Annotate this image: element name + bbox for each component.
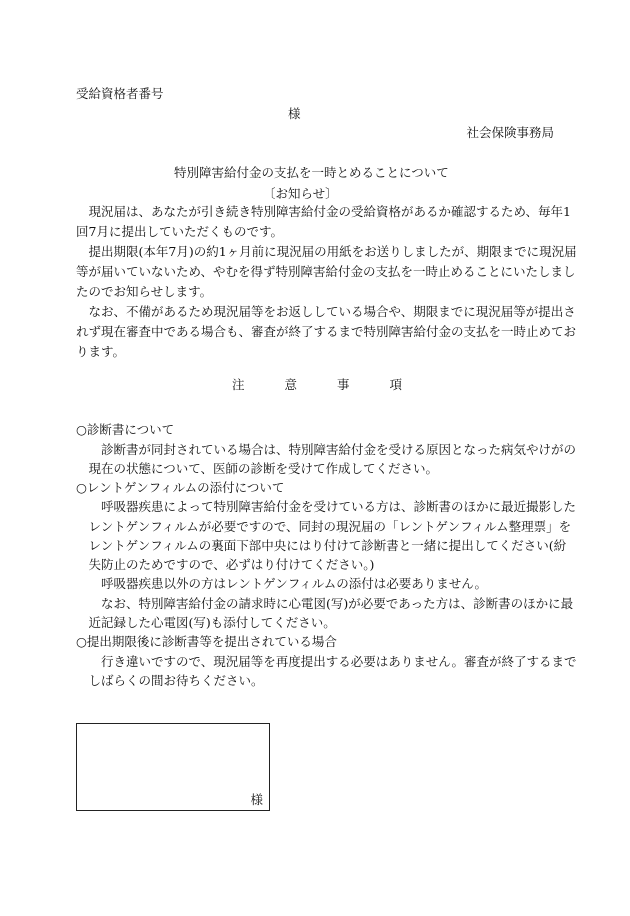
notes-line: しばらくの間お待ちください。	[76, 673, 264, 688]
notes-heading-char: 項	[389, 377, 402, 392]
notice-line: 提出期限(本年7月)の約1ヶ月前に現況届の用紙をお送りしましたが、期限までに現況届	[76, 244, 577, 259]
notes-heading-char: 事	[336, 377, 350, 392]
notes-line: 近記録した心電図(写)も添付してください。	[76, 615, 336, 630]
notes-line: 呼吸器疾患によって特別障害給付金を受けている方は、診断書のほかに最近撮影した	[76, 499, 577, 514]
notes-line: なお、特別障害給付金の請求時に心電図(写)が必要であった方は、診断書のほかに最	[76, 596, 574, 611]
address-box	[76, 723, 270, 811]
notes-section-diagnosis: ○診断書について	[76, 422, 175, 437]
notes-line: レントゲンフィルムが必要ですので、同封の現況届の「レントゲンフィルム整理票」を	[76, 519, 572, 534]
recipient-honorific: 様	[288, 106, 301, 121]
sender-office: 社会保険事務局	[466, 125, 554, 140]
notice-subtitle: 〔お知らせ〕	[263, 186, 338, 201]
notes-line: 診断書が同封されている場合は、特別障害給付金を受ける原因となった病気やけがの	[76, 442, 577, 457]
notes-heading	[232, 375, 402, 393]
notes-line: 現在の状態について、医師の診断を受けて作成してください。	[76, 461, 439, 476]
notes-line: 行き違いですので、現況届等を再度提出する必要はありません。審査が終了するまで	[76, 654, 577, 669]
notice-line: 回7月に提出していただくものです。	[76, 224, 283, 239]
notice-line: れず現在審査中である場合も、審査が終了するまで特別障害給付金の支払を一時止めてお	[76, 324, 577, 339]
notes-section-xray: ○レントゲンフィルムの添付について	[76, 480, 285, 495]
notes-line: 失防止のためですので、必ずはり付けてください。)	[76, 557, 375, 572]
notes-line: 呼吸器疾患以外の方はレントゲンフィルムの添付は必要ありません。	[76, 576, 487, 591]
notice-title: 特別障害給付金の支払を一時とめることについて	[174, 165, 449, 180]
notice-line: 現況届は、あなたが引き続き特別障害給付金の受給資格があるか確認するため、毎年1	[76, 204, 571, 219]
notice-line: なお、不備があるため現況届等をお返ししている場合や、期限までに現況届等が提出さ	[76, 304, 576, 319]
address-box-honorific: 様	[250, 792, 263, 807]
notes-heading-char: 注	[232, 377, 245, 392]
notes-line: レントゲンフィルムの裏面下部中央にはり付けて診断書と一緒に提出してください(紛	[76, 538, 567, 553]
notes-heading-char: 意	[284, 377, 297, 392]
recipient-number-label: 受給資格者番号	[76, 86, 164, 101]
notes-section-late-submission: ○提出期限後に診断書等を提出されている場合	[76, 634, 337, 649]
notice-line: ります。	[76, 344, 126, 359]
notice-line: 等が届いていないため、やむを得ず特別障害給付金の支払を一時止めることにいたしまし	[76, 264, 576, 279]
notice-line: たのでお知らせします。	[76, 284, 213, 299]
